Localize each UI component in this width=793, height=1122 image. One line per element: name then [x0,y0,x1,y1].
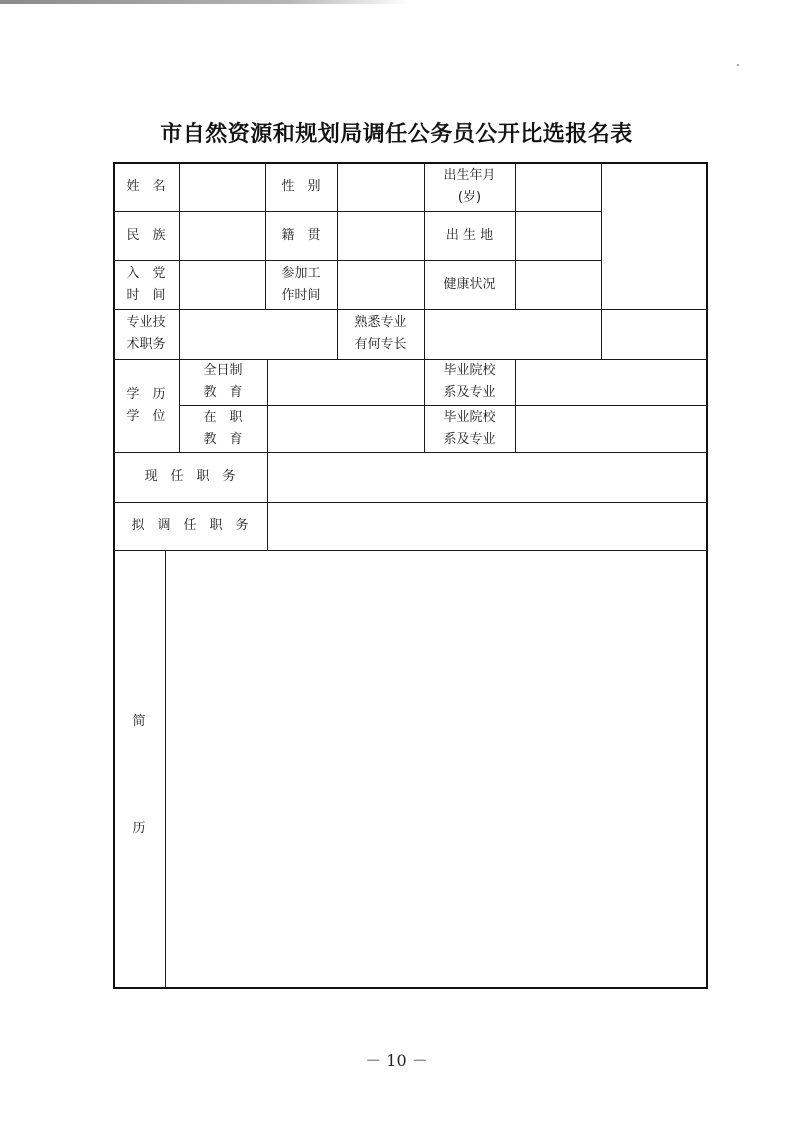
input-birth-date[interactable] [515,162,601,211]
input-fulltime-school-major[interactable] [515,359,708,405]
input-current-position[interactable] [267,452,708,502]
label-specialty: 熟悉专业 有何专长 [354,315,407,352]
input-proposed-position[interactable] [267,502,708,550]
label-native-place: 籍 贯 [281,227,321,243]
label-current-position: 现 任 职 务 [144,469,236,484]
label-health: 健康状况 [443,276,496,292]
input-party-join-date[interactable] [179,260,265,309]
input-tech-title[interactable] [179,309,337,359]
input-gender[interactable] [337,162,424,211]
label-fulltime-school-major: 毕业院校 系及专业 [443,363,496,400]
form-title: 市自然资源和规划局调任公务员公开比选报名表 [160,121,633,147]
input-health[interactable] [515,260,601,309]
input-specialty[interactable] [424,309,601,359]
input-fulltime-education[interactable] [267,359,424,405]
label-birthplace: 出 生 地 [445,227,494,243]
label-party-join-date: 入 党 时 间 [126,265,166,303]
label-fulltime-education: 全日制 教 育 [203,363,243,400]
input-resume[interactable] [165,550,708,989]
registration-form-table [113,162,708,989]
input-work-start-date[interactable] [337,260,424,309]
label-name: 姓 名 [126,178,166,194]
input-onjob-education[interactable] [267,405,424,452]
label-birth-date: 出生年月 (岁) [443,167,496,205]
label-work-start-date: 参加工 作时间 [281,265,321,303]
label-education-degree: 学 历 学 位 [126,386,166,424]
scan-speck [737,64,739,66]
label-resume-char-2: 历 [132,821,146,836]
input-ethnicity[interactable] [179,211,265,260]
input-name[interactable] [179,162,265,211]
label-ethnicity: 民 族 [126,227,166,243]
label-tech-title: 专业技 术职务 [126,315,166,352]
scan-edge [0,0,410,4]
label-gender: 性 别 [281,178,321,194]
label-proposed-position: 拟 调 任 职 务 [131,518,249,533]
input-onjob-school-major[interactable] [515,405,708,452]
input-native-place[interactable] [337,211,424,260]
label-onjob-school-major: 毕业院校 系及专业 [443,409,496,447]
label-onjob-education: 在 职 教 育 [203,409,243,447]
photo-area[interactable] [601,162,708,309]
input-birthplace[interactable] [515,211,601,260]
label-resume-char-1: 简 [132,714,146,729]
page-number: － 10 － [365,1051,428,1070]
